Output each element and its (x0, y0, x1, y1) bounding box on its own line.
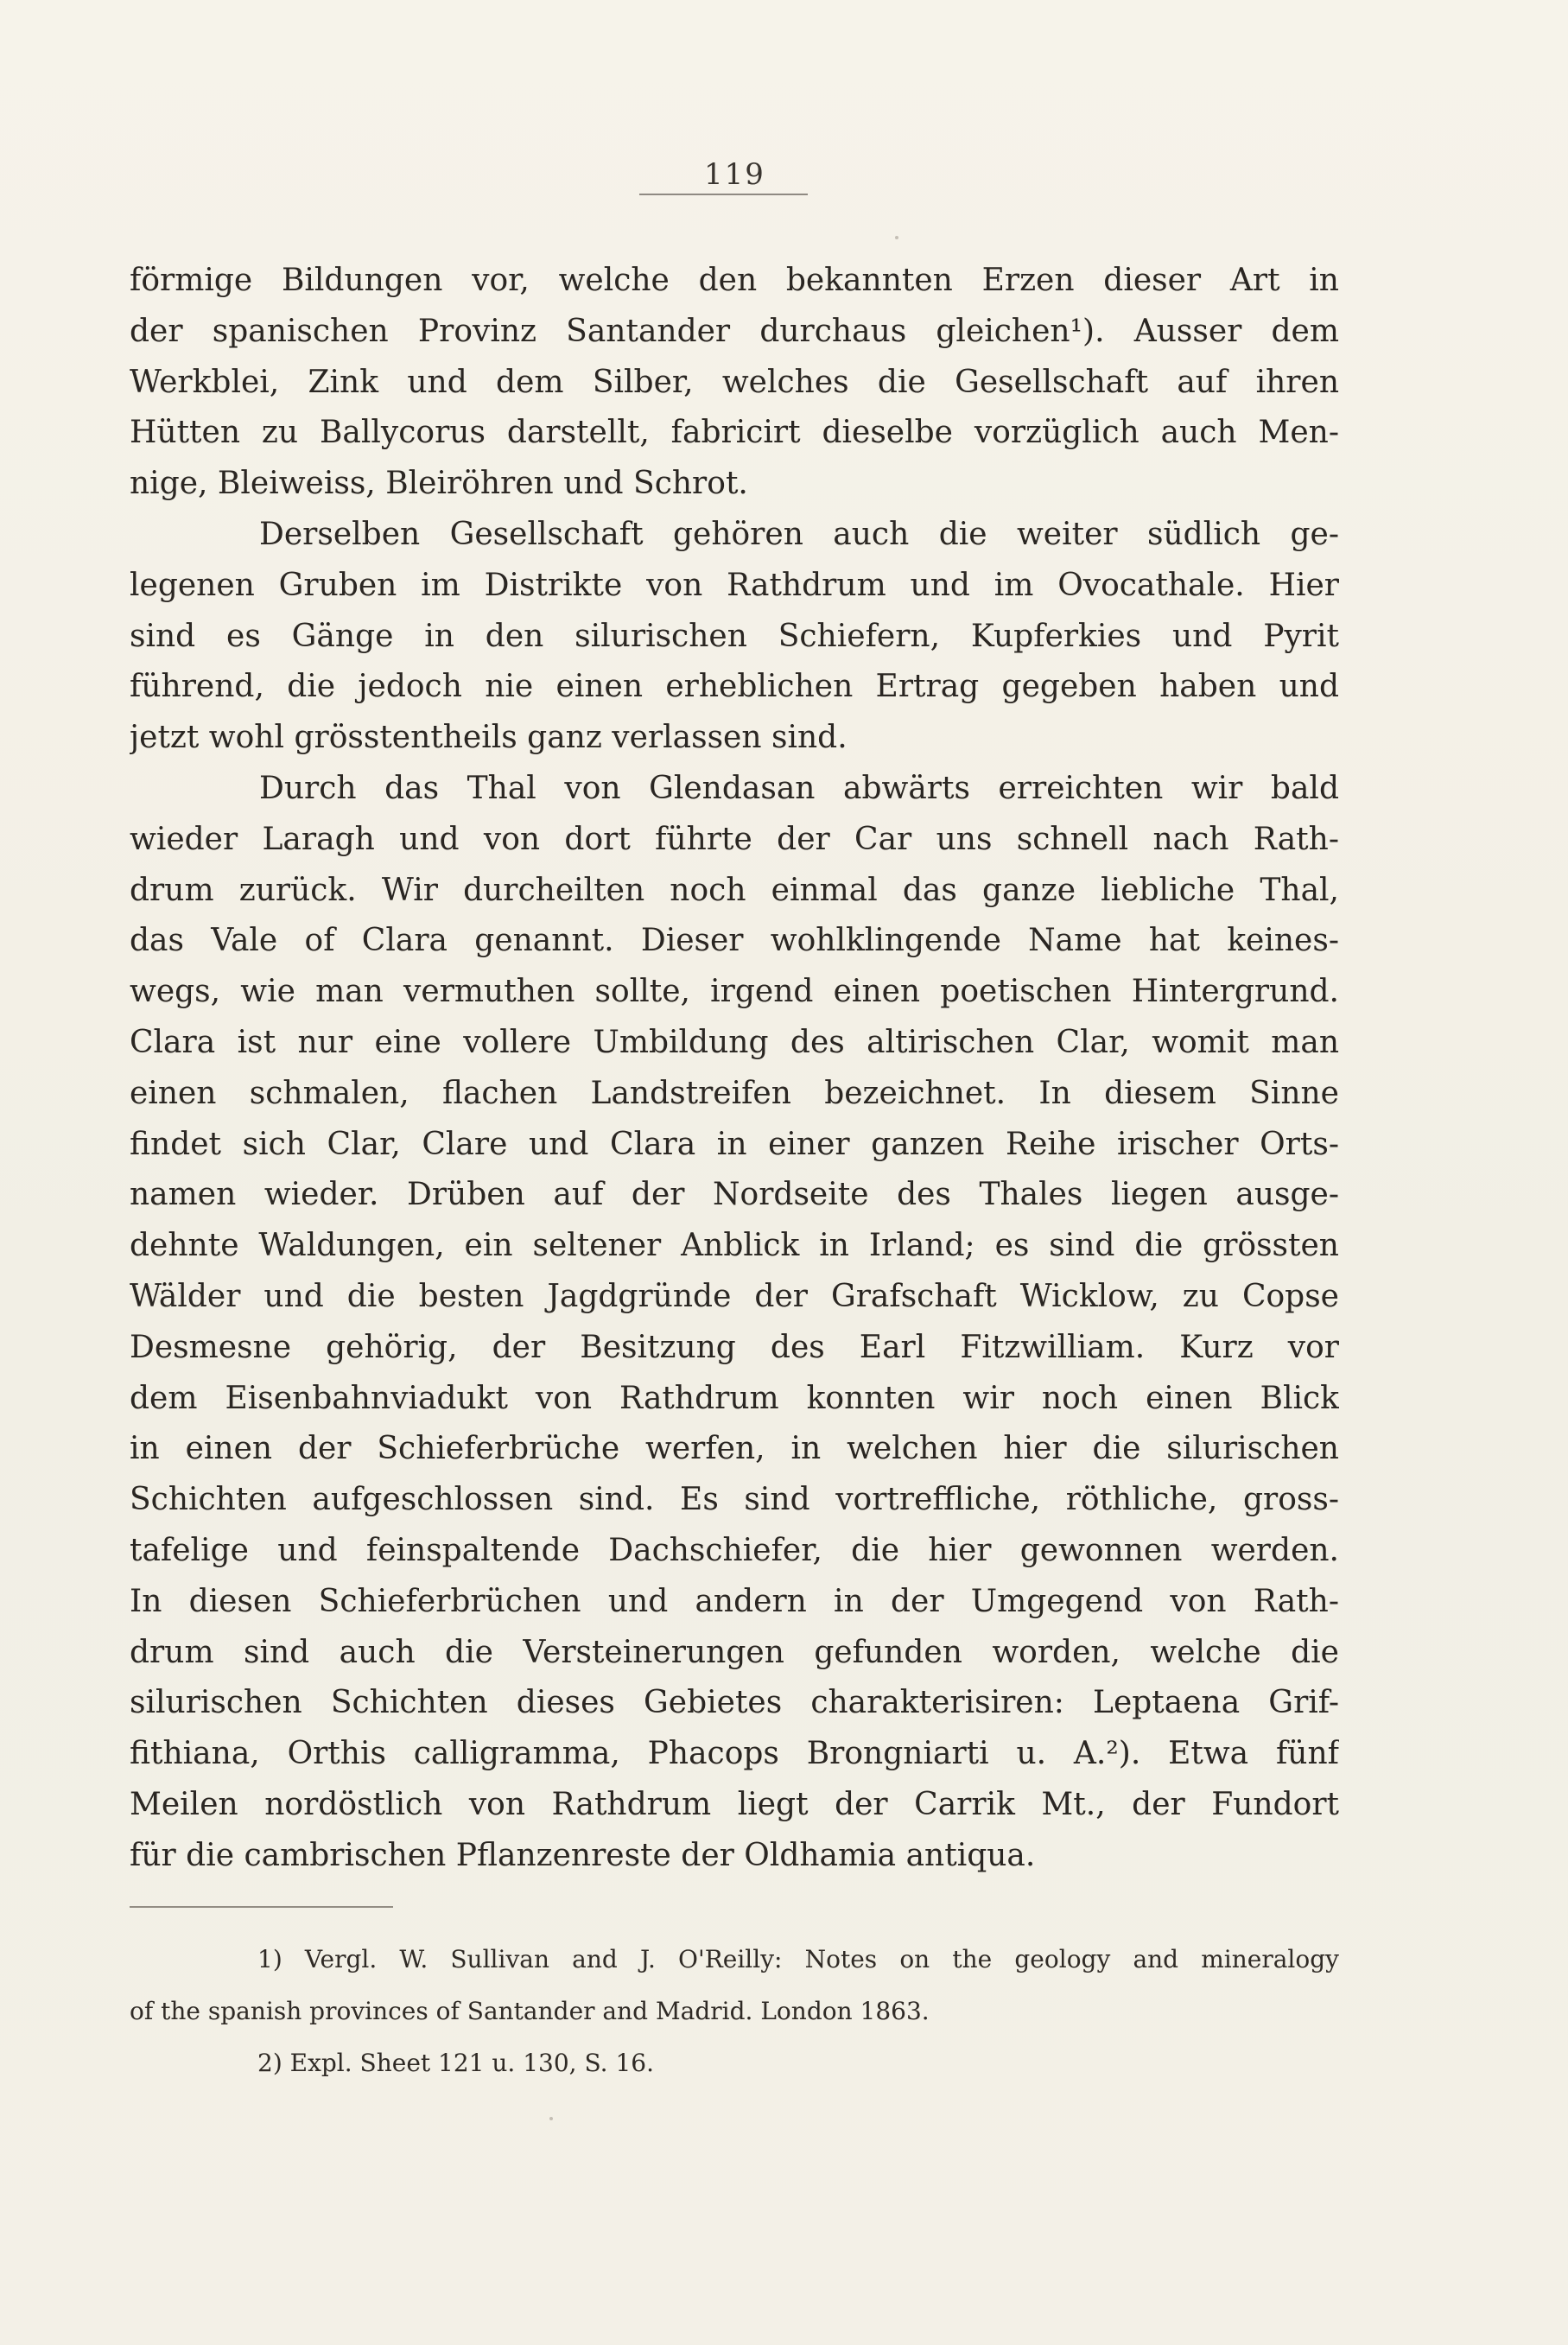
text-line: tafelige und feinspaltende Dachschiefer, die hier gewonnen werden. (130, 1532, 1339, 1568)
text-line: nige, Bleiweiss, Bleiröhren und Schrot. (130, 466, 748, 502)
text-line: Hütten zu Ballycorus darstellt, fabricirt dieselbe vorzüglich auch Men- (130, 415, 1339, 451)
page-number-rule (639, 194, 808, 195)
text-line: drum zurück. Wir durcheilten noch einmal das ganze liebliche Thal, (130, 872, 1339, 908)
text-line: sind es Gänge in den silurischen Schiefern, Kupferkies und Pyrit (130, 618, 1339, 654)
text-line: silurischen Schichten dieses Gebietes charakterisiren: Leptaena Grif- (130, 1685, 1339, 1721)
paper-speck (895, 236, 898, 239)
text-line: fithiana, Orthis calligramma, Phacops Brongniarti u. A.²). Etwa fünf (130, 1736, 1339, 1772)
text-line: der spanischen Provinz Santander durchaus gleichen¹). Ausser dem (130, 313, 1339, 349)
footnote-line: 1) Vergl. W. Sullivan and J. O'Reilly: Notes on the geology and mineralogy (257, 1945, 1339, 1973)
text-line: Derselben Gesellschaft gehören auch die weiter südlich ge- (259, 516, 1339, 552)
text-line: für die cambrischen Pflanzenreste der Oldhamia antiqua. (130, 1837, 1036, 1873)
footnotes (130, 1934, 1339, 2089)
text-line: Desmesne gehörig, der Besitzung des Earl Fitzwilliam. Kurz vor (130, 1329, 1339, 1365)
text-line: findet sich Clar, Clare und Clara in einer ganzen Reihe irischer Orts- (130, 1126, 1339, 1162)
text-line: drum sind auch die Versteinerungen gefunden worden, welche die (130, 1634, 1339, 1670)
text-line: förmige Bildungen vor, welche den bekannten Erzen dieser Art in (130, 263, 1339, 298)
text-line: Werkblei, Zink und dem Silber, welches die Gesellschaft auf ihren (130, 364, 1339, 400)
text-line: dehnte Waldungen, ein seltener Anblick in Irland; es sind die grössten (130, 1228, 1339, 1264)
text-line: legenen Gruben im Distrikte von Rathdrum und im Ovocathale. Hier (130, 567, 1339, 603)
text-line: namen wieder. Drüben auf der Nordseite des Thales liegen ausge- (130, 1177, 1339, 1213)
text-line: wieder Laragh und von dort führte der Car uns schnell nach Rath- (130, 821, 1339, 857)
text-line: In diesen Schieferbrüchen und andern in der Umgegend von Rath- (130, 1583, 1339, 1619)
text-line: Meilen nordöstlich von Rathdrum liegt der Carrik Mt., der Fundort (130, 1786, 1339, 1822)
text-line: dem Eisenbahnviadukt von Rathdrum konnten wir noch einen Blick (130, 1380, 1339, 1416)
main-text (130, 256, 1339, 1882)
text-line: Clara ist nur eine vollere Umbildung des altirischen Clar, womit man (130, 1024, 1339, 1060)
text-line: jetzt wohl grösstentheils ganz verlassen sind. (130, 720, 847, 756)
text-line: führend, die jedoch nie einen erheblichen Ertrag gegeben haben und (130, 669, 1339, 705)
footnote-divider (130, 1906, 393, 1908)
text-line: einen schmalen, flachen Landstreifen bezeichnet. In diesem Sinne (130, 1075, 1339, 1111)
text-line: Durch das Thal von Glendasan abwärts erreichten wir bald (259, 770, 1339, 806)
text-line: Schichten aufgeschlossen sind. Es sind vortreffliche, röthliche, gross- (130, 1482, 1339, 1518)
footnote-line: of the spanish provinces of Santander and Madrid. London 1863. (130, 1997, 930, 2025)
footnote-line: 2) Expl. Sheet 121 u. 130, S. 16. (257, 2049, 654, 2077)
page-number: 119 (704, 157, 765, 192)
text-line: Wälder und die besten Jagdgründe der Grafschaft Wicklow, zu Copse (130, 1278, 1339, 1314)
text-line: in einen der Schieferbrüche werfen, in welchen hier die silurischen (130, 1431, 1339, 1467)
paper-speck (549, 2117, 553, 2120)
text-line: das Vale of Clara genannt. Dieser wohlklingende Name hat keines- (130, 923, 1339, 959)
text-line: wegs, wie man vermuthen sollte, irgend einen poetischen Hintergrund. (130, 974, 1339, 1010)
